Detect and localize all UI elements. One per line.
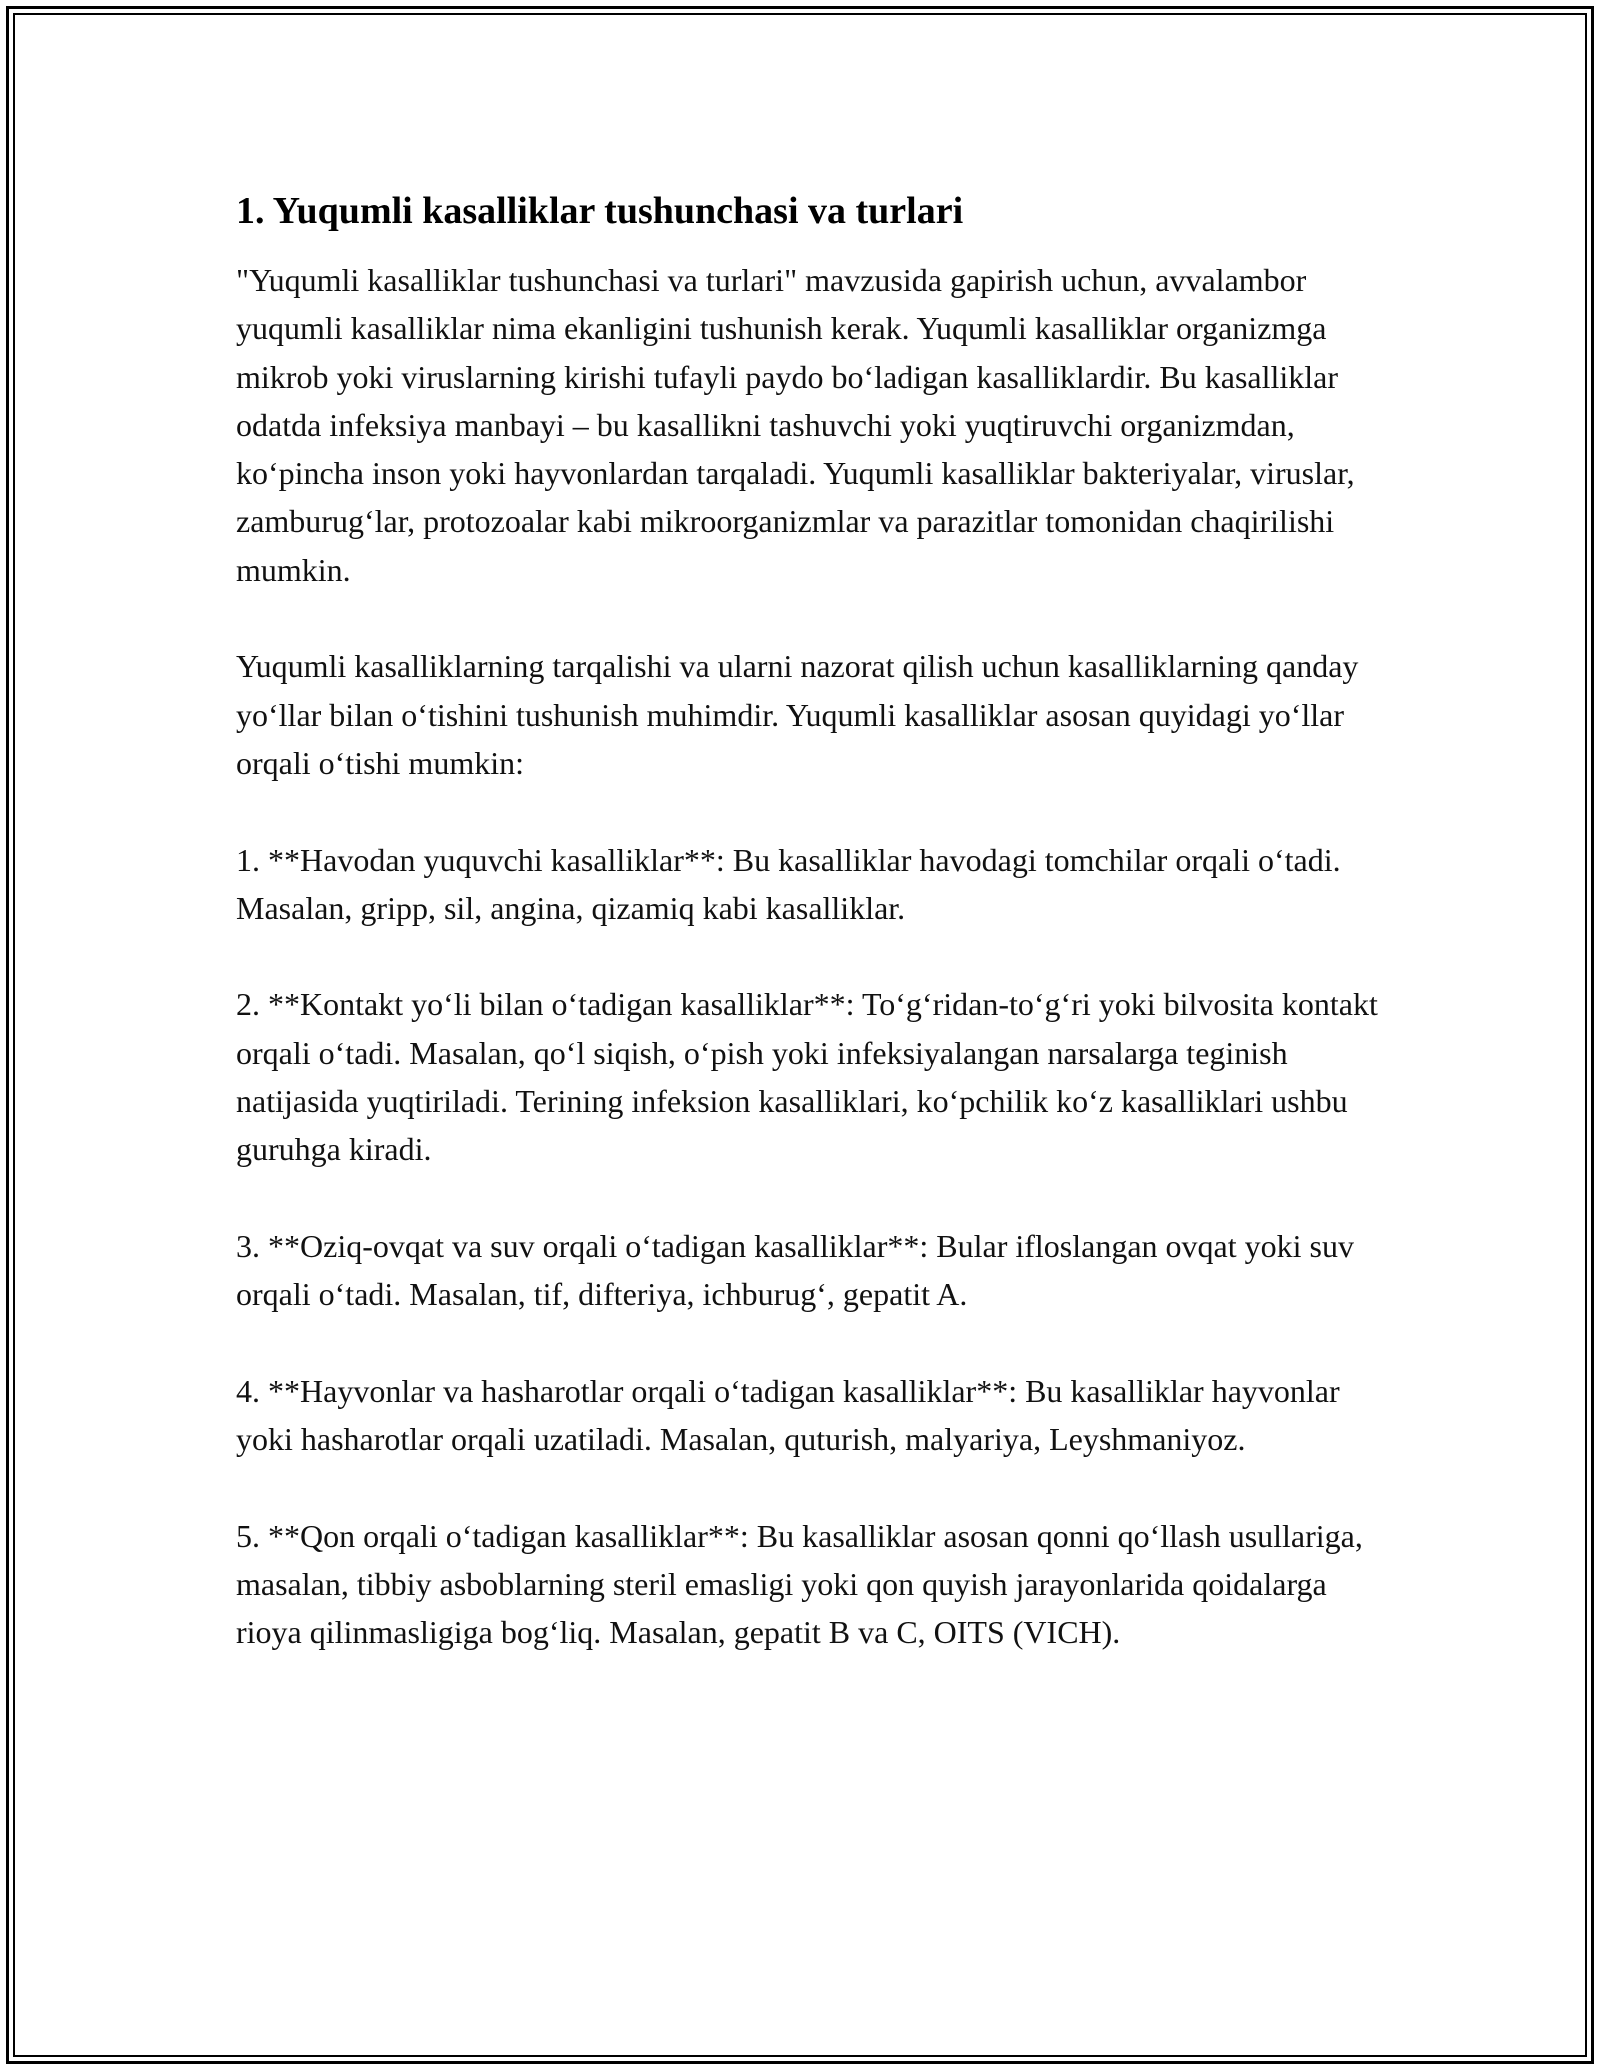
list-item-blood: 5. **Qon orqali o‘tadigan kasalliklar**: Bu kasalliklar asosan qonni qo‘llash usullariga, masalan, tibbiy asboblarning steril emasligi yoki qon quyish jarayonlarida qoidalarga rioya qilinmasligiga bog‘liq. Masalan, gepatit B va C, OITS (VICH). [236,1517,1363,1651]
paragraph-transmission: Yuqumli kasalliklarning tarqalishi va ularni nazorat qilish uchun kasalliklarning qanday yo‘llar bilan o‘tishini tushunish muhimdir. Yuqumli kasalliklar asosan quyidagi yo‘llar orqali o‘tishi mumkin: [236,648,1359,781]
list-item-contact: 2. **Kontakt yo‘li bilan o‘tadigan kasalliklar**: To‘g‘ridan-to‘g‘ri yoki bilvosita kontakt orqali o‘tadi. Masalan, qo‘l siqish, o‘pish yoki infeksiyalangan narsalarga teginish natijasida yuqtiriladi. Terining infeksion kasalliklari, ko‘pchilik ko‘z kasalliklari ushbu guruhga kiradi. [236,986,1378,1168]
list-item-animals-insects: 4. **Hayvonlar va hasharotlar orqali o‘tadigan kasalliklar**: Bu kasalliklar hayvonlar yoki hasharotlar orqali uzatiladi. Masalan, quturish, malyariya, Leyshmaniyoz. [236,1372,1340,1458]
document-body [236,186,1386,1657]
list-item-food-water: 3. **Oziq-ovqat va suv orqali o‘tadigan kasalliklar**: Bular ifloslangan ovqat yoki suv orqali o‘tadi. Masalan, tif, difteriya, ichburug‘, gepatit A. [236,1227,1354,1313]
document-title: 1. Yuqumli kasalliklar tushunchasi va turlari [236,190,964,232]
paragraph-intro: "Yuqumli kasalliklar tushunchasi va turlari" mavzusida gapirish uchun, avvalambor yuqumli kasalliklar nima ekanligini tushunish kerak. Yuqumli kasalliklar organizmga mikrob yoki viruslarning kirishi tufayli paydo bo‘ladigan kasalliklardir. Bu kasalliklar odatda infeksiya manbayi – bu kasallikni tashuvchi yoki yuqtiruvchi organizmdan, ko‘pincha inson yoki hayvonlardan tarqaladi. Yuqumli kasalliklar bakteriyalar, viruslar, zamburug‘lar, protozoalar kabi mikroorganizmlar va parazitlar tomonidan chaqirilishi mumkin. [236,262,1355,588]
list-item-airborne: 1. **Havodan yuquvchi kasalliklar**: Bu kasalliklar havodagi tomchilar orqali o‘tadi. Masalan, gripp, sil, angina, qizamiq kabi kasalliklar. [236,841,1341,926]
